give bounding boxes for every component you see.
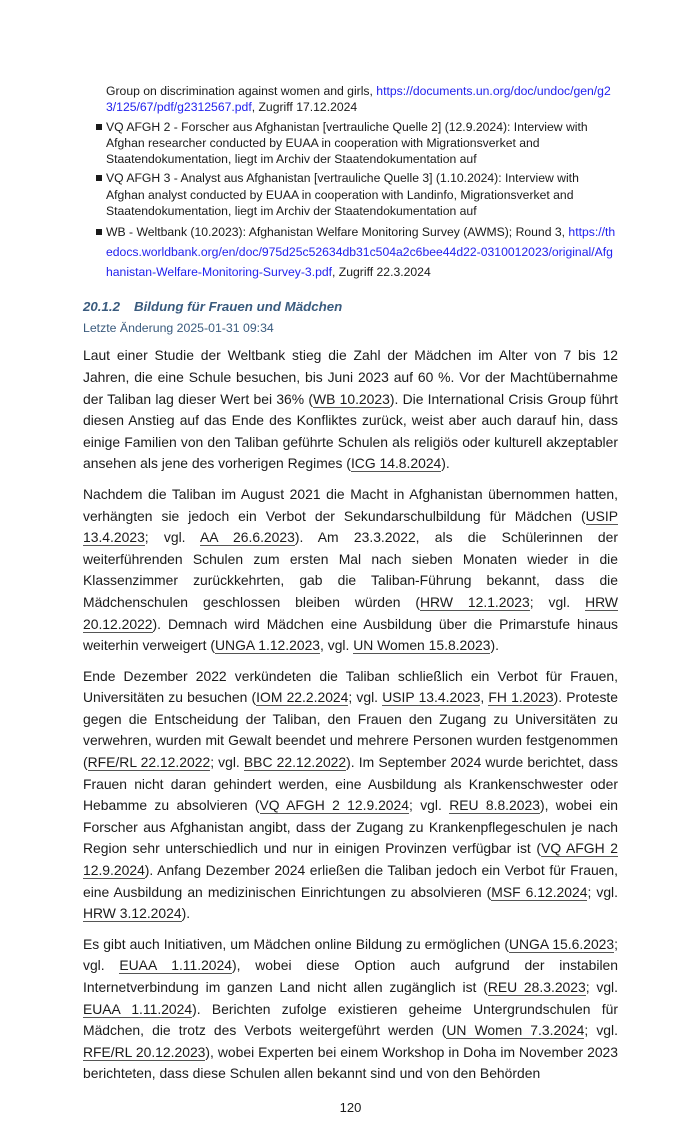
text-segment: ; vgl. (144, 529, 201, 546)
access-date: , Zugriff 17.12.2024 (251, 100, 358, 115)
citation-link[interactable]: IOM 22.2.2024 (256, 689, 349, 706)
paragraph (83, 934, 618, 1085)
text-segment: ). Die International Crisis Group führt diesen Anstieg auf das Ende des Konfliktes zurück, weist aber auch darauf hin, dass einige Familien von den Taliban geführte Schulen als religiös oder kulturell akzeptabler ansehen als jene des vorherigen Regimes ( (83, 390, 618, 472)
citation-link[interactable]: UNGA 1.12.2023 (215, 637, 321, 654)
text-segment: ; vgl. (584, 1022, 618, 1039)
text-segment: ). Anfang Dezember 2024 erließen die Taliban jedoch ein Verbot für Frauen, eine Ausbildung an medizinischen Einrichtungen zu absolvieren ( (83, 862, 618, 900)
citation-link[interactable]: EUAA 1.11.2024 (83, 1000, 193, 1017)
bullet-icon (96, 229, 102, 235)
text-segment: Ende Dezember 2022 verkündeten die Taliban schließlich ein Verbot für Frauen, Universitäten zu besuchen ( (83, 667, 618, 706)
text-segment: ). Am 23.3.2022, als die Schülerinnen der weiterführenden Schulen zum ersten Mal nach sieben Monaten wieder in die Klassenzimmer zurückkehrten, gab die Taliban-Führung bekannt, dass die Mädchenschulen geschlossen bleiben würden ( (83, 529, 618, 610)
access-date: , Zugriff 22.3.2024 (332, 265, 431, 280)
citation-link[interactable]: REU 8.8.2023 (449, 797, 540, 814)
text-segment: ), wobei diese Option auch aufgrund der instabilen Internetverbindung im ganzen Land nicht allen zugänglich ist ( (83, 957, 618, 995)
citation-link[interactable]: EUAA 1.11.2024 (119, 957, 232, 974)
citation-link[interactable]: FH 1.2023 (488, 689, 554, 706)
source-link[interactable]: https://thedocs.worldbank.org/en/doc/975d25c52634db31c504a2c6bee44d22-0310012023/original/Afghanistan-Welfare-Monitoring-Survey-3.pdf (106, 225, 616, 280)
section-title: Bildung für Frauen und Mädchen (133, 299, 343, 315)
section-heading (83, 298, 618, 316)
citation-link[interactable]: RFE/RL 20.12.2023 (83, 1043, 206, 1060)
paragraph (83, 345, 618, 475)
text-segment: ). Berichten zufolge existieren geheime Untergrundschulen für Mädchen, die trotz des Verbots weitergeführt werden ( (83, 1000, 618, 1039)
citation-link[interactable]: HRW 20.12.2022 (83, 593, 618, 632)
section-number: 20.1.2 (83, 299, 120, 315)
source-link[interactable]: https://documents.un.org/doc/undoc/gen/g23/125/67/pdf/g2312567.pdf (106, 84, 611, 115)
source-item (96, 170, 618, 219)
citation-link[interactable]: UN Women 15.8.2023 (353, 637, 491, 654)
text-segment: , (480, 689, 489, 706)
citation-link[interactable]: AA 26.6.2023 (200, 529, 295, 546)
source-list (96, 83, 618, 282)
text-segment: ; vgl. (210, 754, 244, 771)
text-segment: , vgl. (320, 637, 354, 654)
text-segment: Es gibt auch Initiativen, um Mädchen online Bildung zu ermöglichen ( (83, 935, 509, 952)
citation-link[interactable]: VQ AFGH 2 12.9.2024 (83, 840, 618, 879)
source-text: WB - Weltbank (10.2023): Afghanistan Welfare Monitoring Survey (AWMS); Round 3, (106, 225, 569, 240)
citation-link[interactable]: UNGA 15.6.2023 (508, 935, 615, 952)
citation-link[interactable]: BBC 22.12.2022 (243, 754, 347, 771)
citation-link[interactable]: ICG 14.8.2024 (350, 455, 442, 472)
citation-link[interactable]: RFE/RL 22.12.2022 (87, 754, 211, 771)
text-segment: ). (181, 905, 191, 922)
text-segment: ; vgl. (529, 593, 586, 610)
citation-link[interactable]: HRW 3.12.2024 (83, 905, 182, 922)
text-segment: ; vgl. (587, 883, 618, 900)
text-segment: Laut einer Studie der Weltbank stieg die Zahl der Mädchen im Alter von 7 bis 12 Jahren, die eine Schule besuchen, bis Juni 2023 auf 60 %. Vor der Machtübernahme der Taliban lag dieser Wert bei 36% ( (83, 347, 618, 407)
source-text: VQ AFGH 3 - Analyst aus Afghanistan [vertrauliche Quelle 3] (1.10.2024): Interview with Afghan analyst conducted by EUAA in cooperation with Landinfo, Migrationsverket and Staatendokumentation, liegt im Archiv der Staatendokumentation auf (106, 171, 579, 219)
last-change-date: Letzte Änderung 2025-01-31 09:34 (83, 321, 274, 336)
citation-link[interactable]: WB 10.2023 (313, 390, 390, 407)
citation-link[interactable]: USIP 13.4.2023 (382, 689, 481, 706)
citation-link[interactable]: USIP 13.4.2023 (83, 507, 618, 546)
text-segment: ). Demnach wird Mädchen eine Ausbildung über die Primarstufe hinaus weiterhin verweigert ( (83, 615, 618, 654)
bullet-icon (96, 124, 102, 130)
citation-link[interactable]: HRW 12.1.2023 (420, 593, 530, 610)
text-segment: ), wobei ein Forscher aus Afghanistan angibt, dass der Zugang zu Krankenpflegeschulen je nach Region sehr unterschiedlich und nur in einigen Provinzen verfügbar ist ( (83, 797, 618, 857)
text-segment: ; vgl. (408, 797, 450, 814)
body-text (83, 345, 618, 1085)
text-segment: ). (441, 455, 450, 472)
text-segment: ; vgl. (585, 979, 618, 995)
source-item (96, 222, 618, 282)
paragraph (83, 484, 618, 657)
source-text: VQ AFGH 2 - Forscher aus Afghanistan [vertrauliche Quelle 2] (12.9.2024): Interview with Afghan researcher conducted by EUAA in cooperation with Migrationsverket and Staatendokumentation, liegt im Archiv der Staatendokumentation auf (106, 119, 588, 167)
text-segment: ). (490, 637, 499, 654)
source-item (96, 119, 618, 168)
source-text: Group on discrimination against women and girls, (106, 84, 377, 98)
source-item (96, 83, 618, 116)
citation-link[interactable]: VQ AFGH 2 12.9.2024 (259, 797, 409, 814)
text-segment: Nachdem die Taliban im August 2021 die Macht in Afghanistan übernommen hatten, verhängten sie jedoch ein Verbot der Sekundarschulbildung für Mädchen ( (83, 485, 618, 524)
text-segment: ; vgl. (83, 935, 618, 974)
citation-link[interactable]: REU 28.3.2023 (487, 979, 586, 995)
text-segment: ; vgl. (348, 689, 383, 706)
citation-link[interactable]: MSF 6.12.2024 (491, 883, 588, 900)
page-number: 120 (339, 1099, 362, 1115)
bullet-icon (96, 175, 102, 181)
citation-link[interactable]: UN Women 7.3.2024 (446, 1022, 585, 1039)
paragraph (83, 666, 618, 925)
text-segment: ). Im September 2024 wurde berichtet, dass Frauen nicht daran gehindert werden, eine Ausbildung als Krankenschwester oder Hebamme zu absolvieren ( (83, 754, 618, 814)
text-segment: ). Proteste gegen die Entscheidung der Taliban, den Frauen den Zugang zu Universitäten zu verwehren, wurden mit Gewalt beendet und mehrere Personen wurden festgenommen ( (83, 689, 619, 771)
text-segment: ), wobei Experten bei einem Workshop in Doha im November 2023 berichteten, dass diese Schulen allen bekannt sind und von den Behörden (83, 1043, 618, 1082)
